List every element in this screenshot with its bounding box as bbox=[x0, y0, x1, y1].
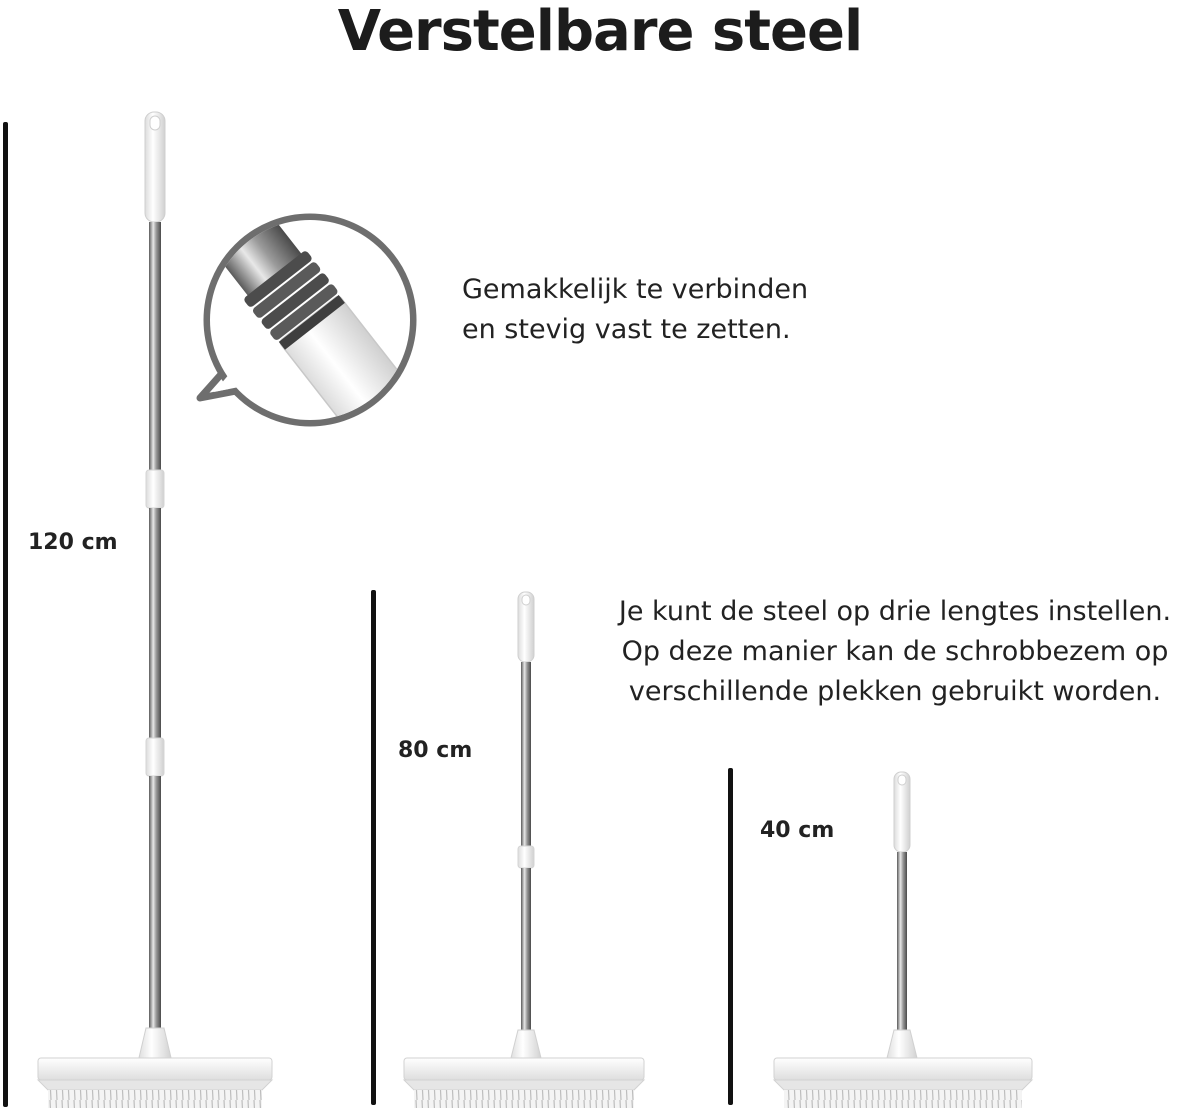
length-label-120: 120 cm bbox=[28, 530, 118, 555]
connector-caption-line-1: Gemakkelijk te verbinden bbox=[462, 274, 809, 305]
connector-zoom-bubble bbox=[174, 161, 439, 469]
length-label-40: 40 cm bbox=[760, 818, 835, 843]
brush-40cm bbox=[774, 772, 1032, 1108]
length-caption-line-2: Op deze manier kan de schrobbezem op bbox=[621, 636, 1169, 667]
page-title: Verstelbare steel bbox=[337, 0, 863, 64]
length-label-80: 80 cm bbox=[398, 738, 473, 763]
length-caption-line-3: verschillende plekken gebruikt worden. bbox=[628, 676, 1162, 707]
connector-caption-line-2: en stevig vast te zetten. bbox=[462, 314, 791, 345]
length-caption-line-1: Je kunt de steel op drie lengtes instellen. bbox=[618, 596, 1172, 627]
brush-80cm bbox=[404, 592, 644, 1108]
